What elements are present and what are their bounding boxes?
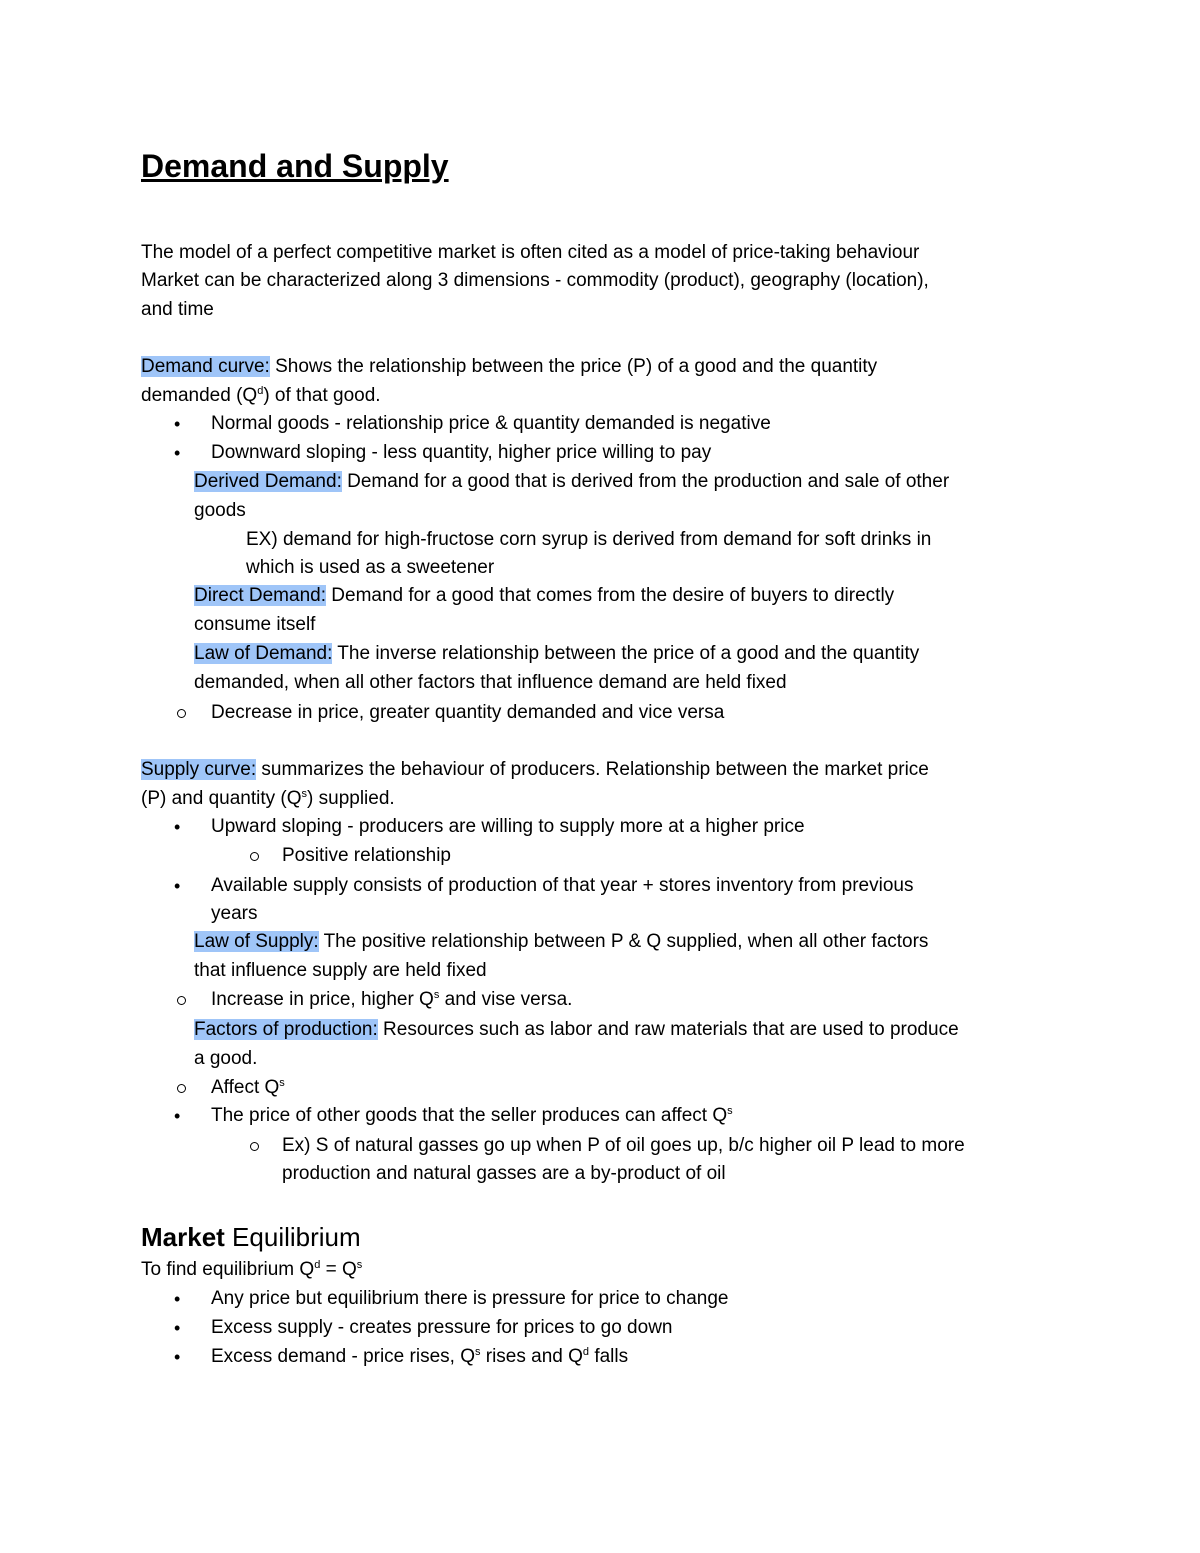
supply-curve-term: Supply curve: bbox=[141, 759, 257, 780]
derived-demand-definition: Demand for a good that is derived from the production and sale of other bbox=[341, 471, 950, 492]
demand-curve-line-2 bbox=[141, 383, 381, 409]
law-of-demand-line-2: demanded, when all other factors that influence demand are held fixed bbox=[194, 672, 787, 693]
derived-demand-line-2: goods bbox=[194, 500, 246, 521]
superscript-s: s bbox=[727, 1105, 733, 1117]
intro-line-2: Market can be characterized along 3 dimensions - commodity (product), geography (location), bbox=[141, 270, 929, 291]
derived-demand-example-2: which is used as a sweetener bbox=[246, 557, 495, 578]
list-item bbox=[211, 1344, 628, 1370]
list-item: Decrease in price, greater quantity demanded and vice versa bbox=[211, 702, 725, 723]
superscript-s: s bbox=[474, 1346, 481, 1358]
derived-demand-line-1 bbox=[194, 469, 949, 495]
list-item: Excess supply - creates pressure for prices to go down bbox=[211, 1317, 673, 1338]
list-item bbox=[211, 1075, 285, 1101]
excess-demand-text-end: falls bbox=[589, 1346, 629, 1367]
law-of-demand-line-1 bbox=[194, 641, 919, 667]
supply-curve-text-end: ) supplied. bbox=[307, 788, 395, 809]
factors-of-production-definition: Resources such as labor and raw materials that are used to produce bbox=[377, 1019, 959, 1040]
bullet-icon: • bbox=[174, 414, 181, 434]
supply-curve-line-1 bbox=[141, 757, 929, 783]
heading-bold-part: Market bbox=[141, 1222, 225, 1252]
direct-demand-term: Direct Demand: bbox=[194, 585, 326, 606]
supply-curve-text: (P) and quantity (Q bbox=[141, 788, 302, 809]
supply-curve-definition: summarizes the behaviour of producers. Relationship between the market price bbox=[256, 759, 929, 780]
superscript-d: d bbox=[314, 1259, 321, 1271]
list-item: Normal goods - relationship price & quantity demanded is negative bbox=[211, 413, 771, 434]
bullet-icon: • bbox=[174, 876, 181, 896]
hollow-bullet-icon bbox=[250, 1142, 259, 1151]
affect-text: Affect Q bbox=[211, 1077, 280, 1098]
law-of-supply-sub-text-end: and vise versa. bbox=[439, 989, 573, 1010]
list-item-continued: production and natural gasses are a by-product of oil bbox=[282, 1163, 726, 1184]
hollow-bullet-icon bbox=[177, 996, 186, 1005]
derived-demand-term: Derived Demand: bbox=[194, 471, 342, 492]
demand-curve-definition: Shows the relationship between the price (P) of a good and the quantity bbox=[269, 356, 878, 377]
superscript-s: s bbox=[301, 788, 308, 800]
derived-demand-example-1: EX) demand for high-fructose corn syrup is derived from demand for soft drinks in bbox=[246, 529, 932, 550]
list-item: Positive relationship bbox=[282, 845, 451, 866]
list-item: Available supply consists of production of that year + stores inventory from previous bbox=[211, 875, 914, 896]
intro-line-3: and time bbox=[141, 299, 214, 320]
page-title: Demand and Supply bbox=[141, 148, 449, 184]
list-item bbox=[211, 987, 572, 1013]
excess-demand-text: Excess demand - price rises, Q bbox=[211, 1346, 475, 1367]
bullet-icon: • bbox=[174, 1289, 181, 1309]
intro-line-1: The model of a perfect competitive market is often cited as a model of price-taking behaviour bbox=[141, 242, 920, 263]
bullet-icon: • bbox=[174, 1347, 181, 1367]
bullet-icon: • bbox=[174, 1318, 181, 1338]
superscript-s: s bbox=[433, 989, 440, 1001]
factors-of-production-line-2: a good. bbox=[194, 1048, 258, 1069]
bullet-icon: • bbox=[174, 443, 181, 463]
list-item-continued: years bbox=[211, 903, 258, 924]
law-of-supply-sub-text: Increase in price, higher Q bbox=[211, 989, 434, 1010]
law-of-supply-term: Law of Supply: bbox=[194, 931, 319, 952]
hollow-bullet-icon bbox=[250, 852, 259, 861]
law-of-demand-definition: The inverse relationship between the price of a good and the quantity bbox=[332, 643, 920, 664]
demand-curve-text-end: ) of that good. bbox=[263, 385, 381, 406]
other-goods-text: The price of other goods that the seller produces can affect Q bbox=[211, 1105, 728, 1126]
heading-rest-part: Equilibrium bbox=[224, 1222, 361, 1252]
list-item: Any price but equilibrium there is pressure for price to change bbox=[211, 1288, 729, 1309]
bullet-icon: • bbox=[174, 1106, 181, 1126]
direct-demand-line-2: consume itself bbox=[194, 614, 316, 635]
law-of-supply-line-2: that influence supply are held fixed bbox=[194, 960, 487, 981]
demand-curve-text: demanded (Q bbox=[141, 385, 258, 406]
bullet-icon: • bbox=[174, 817, 181, 837]
section-heading bbox=[141, 1220, 361, 1254]
superscript-s: s bbox=[356, 1259, 363, 1271]
law-of-supply-definition: The positive relationship between P & Q supplied, when all other factors bbox=[318, 931, 929, 952]
demand-curve-term: Demand curve: bbox=[141, 356, 270, 377]
list-item: Downward sloping - less quantity, higher price willing to pay bbox=[211, 442, 712, 463]
list-item: Upward sloping - producers are willing to supply more at a higher price bbox=[211, 816, 805, 837]
supply-curve-line-2 bbox=[141, 786, 395, 812]
law-of-supply-line-1 bbox=[194, 929, 928, 955]
superscript-d: d bbox=[257, 385, 264, 397]
list-item bbox=[211, 1103, 733, 1129]
superscript-d: d bbox=[582, 1346, 590, 1358]
excess-demand-text-mid: rises and Q bbox=[480, 1346, 583, 1367]
demand-curve-line-1 bbox=[141, 354, 877, 380]
list-item: Ex) S of natural gasses go up when P of oil goes up, b/c higher oil P lead to more bbox=[282, 1135, 965, 1156]
hollow-bullet-icon bbox=[177, 709, 186, 718]
superscript-s: s bbox=[279, 1077, 285, 1089]
direct-demand-definition: Demand for a good that comes from the desire of buyers to directly bbox=[326, 585, 895, 606]
formula-text: To find equilibrium Q bbox=[141, 1259, 315, 1280]
formula-text-mid: = Q bbox=[320, 1259, 357, 1280]
hollow-bullet-icon bbox=[177, 1084, 186, 1093]
equilibrium-formula bbox=[141, 1257, 362, 1283]
factors-of-production-term: Factors of production: bbox=[194, 1019, 378, 1040]
factors-of-production-line-1 bbox=[194, 1017, 959, 1043]
law-of-demand-term: Law of Demand: bbox=[194, 643, 333, 664]
direct-demand-line-1 bbox=[194, 583, 894, 609]
